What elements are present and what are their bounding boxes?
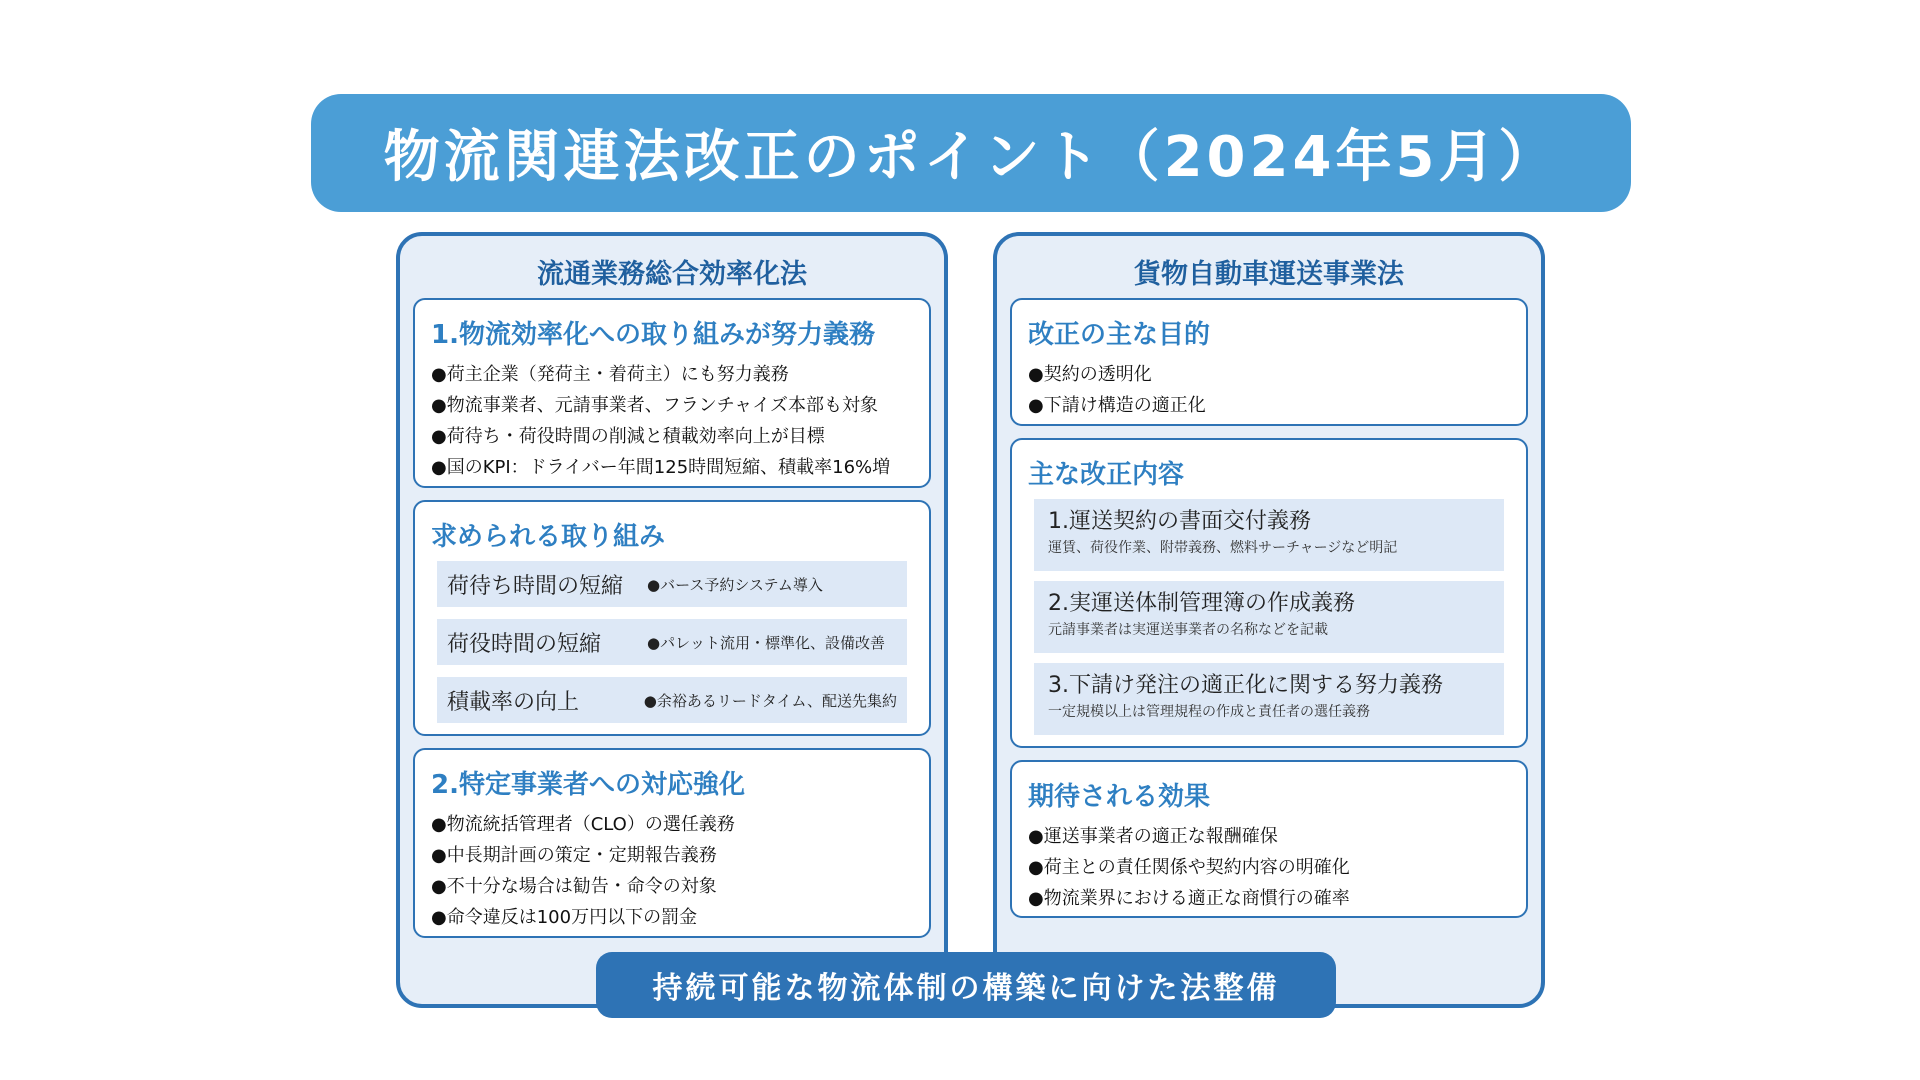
change-detail: 運賃、荷役作業、附帯義務、燃料サーチャージなど明記: [1048, 540, 1398, 556]
list-item: ● 下請け構造の適正化: [1028, 390, 1510, 421]
title-banner: [311, 94, 1631, 212]
list-item: ● 運送事業者の適正な報酬確保: [1028, 821, 1510, 852]
change-detail: 一定規模以上は管理規程の作成と責任者の選任義務: [1048, 704, 1370, 720]
right-section-purpose: [1010, 298, 1528, 426]
right-panel-title: 貨物自動車運送事業法: [1134, 259, 1404, 290]
section-heading: 改正の主な目的: [1028, 320, 1211, 350]
section-heading: 主な改正内容: [1028, 460, 1185, 490]
action-note: ● 余裕あるリードタイム、配送先集約: [644, 690, 897, 711]
action-label: 荷待ち時間の短縮: [447, 573, 624, 599]
action-label: 荷役時間の短縮: [447, 631, 602, 657]
left-section-required-actions: [413, 500, 931, 736]
change-title: 3.下請け発注の適正化に関する努力義務: [1048, 673, 1443, 698]
change-detail: 元請事業者は実運送事業者の名称などを記載: [1048, 622, 1328, 638]
list-item: ● 命令違反は100万円以下の罰金: [431, 902, 913, 933]
list-item: ● 中長期計画の策定・定期報告義務: [431, 840, 913, 871]
right-panel: [993, 232, 1545, 1008]
action-row: [437, 677, 907, 723]
right-section-expected-effects: [1010, 760, 1528, 918]
action-note: ● バース予約システム導入: [647, 574, 823, 595]
footer-text: 持続可能な物流体制の構築に向けた法整備: [652, 971, 1280, 1006]
left-panel: [396, 232, 948, 1008]
section-heading: 2.特定事業者への対応強化: [431, 770, 745, 800]
action-row: [437, 619, 907, 665]
list-item: ● 国のKPI：ドライバー年間125時間短縮、積載率16%増: [431, 452, 913, 483]
change-title: 1.運送契約の書面交付義務: [1048, 509, 1311, 534]
left-section-specific-operators: [413, 748, 931, 938]
change-title: 2.実運送体制管理簿の作成義務: [1048, 591, 1355, 616]
list-item: ● 荷主との責任関係や契約内容の明確化: [1028, 852, 1510, 883]
page-title: 物流関連法改正のポイント（2024年5月）: [383, 125, 1559, 190]
footer-banner: [596, 952, 1336, 1018]
section-heading: 求められる取り組み: [431, 522, 666, 552]
left-panel-title: 流通業務総合効率化法: [537, 259, 807, 290]
list-item: ● 物流統括管理者（CLO）の選任義務: [431, 809, 913, 840]
list-item: ● 不十分な場合は勧告・命令の対象: [431, 871, 913, 902]
action-label: 積載率の向上: [447, 689, 580, 715]
section-heading: 1.物流効率化への取り組みが努力義務: [431, 320, 875, 350]
list-item: ● 荷待ち・荷役時間の削減と積載効率向上が目標: [431, 421, 913, 452]
change-item: [1034, 581, 1504, 653]
action-note: ● パレット流用・標準化、設備改善: [647, 632, 885, 653]
left-section-efficiency: [413, 298, 931, 488]
list-item: ● 物流業界における適正な商慣行の確率: [1028, 883, 1510, 914]
right-section-main-changes: [1010, 438, 1528, 748]
list-item: ● 契約の透明化: [1028, 359, 1510, 390]
change-item: [1034, 663, 1504, 735]
list-item: ● 物流事業者、元請事業者、フランチャイズ本部も対象: [431, 390, 913, 421]
list-item: ● 荷主企業（発荷主・着荷主）にも努力義務: [431, 359, 913, 390]
change-item: [1034, 499, 1504, 571]
section-heading: 期待される効果: [1028, 782, 1211, 812]
action-row: [437, 561, 907, 607]
